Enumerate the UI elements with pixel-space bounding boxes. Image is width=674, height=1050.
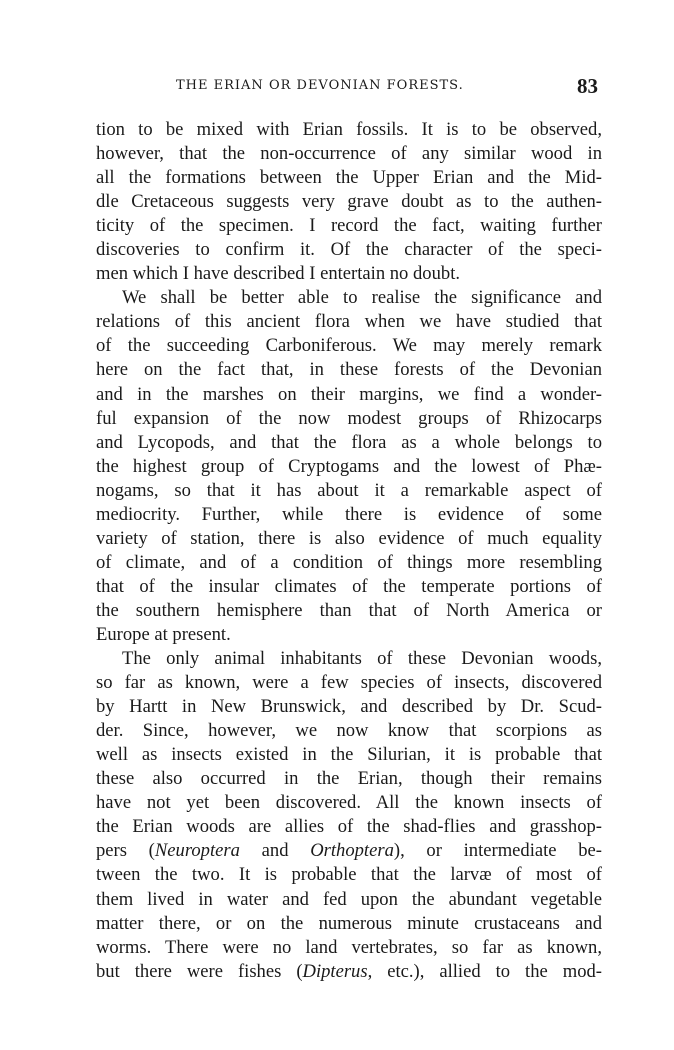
text-line: We shall be better able to realise the significance and bbox=[122, 287, 602, 309]
text-line: men which I have described I entertain no doubt. bbox=[96, 263, 461, 285]
text-line: matter there, or on the numerous minute crustaceans and bbox=[96, 912, 602, 934]
text-line: ful expansion of the now modest groups of Rhizocarps bbox=[96, 407, 602, 429]
running-head bbox=[96, 74, 616, 104]
text-line: relations of this ancient flora when we have studied that bbox=[96, 311, 602, 333]
text-line: the highest group of Cryptogams and the lowest of Phæ- bbox=[96, 455, 602, 477]
text-line: tion to be mixed with Erian fossils. It is to be observed, bbox=[96, 119, 602, 140]
text-line: tween the two. It is probable that the larvæ of most of bbox=[96, 864, 602, 886]
text-line: them lived in water and fed upon the abundant vegetable bbox=[96, 888, 602, 910]
text-line: Europe at present. bbox=[96, 623, 231, 645]
text-line: here on the fact that, in these forests of the Devonian bbox=[96, 359, 602, 381]
text-line: have not yet been discovered. All the known insects of bbox=[96, 792, 602, 814]
text-line: and in the marshes on their margins, we find a wonder- bbox=[96, 383, 602, 405]
text-line: nogams, so that it has about it a remarkable aspect of bbox=[96, 479, 602, 501]
body-text bbox=[96, 118, 602, 984]
text-line: The only animal inhabitants of these Devonian woods, bbox=[122, 648, 602, 670]
text-line: that of the insular climates of the temperate portions of bbox=[96, 575, 602, 597]
text-line: pers (Neuroptera and Orthoptera), or intermediate be- bbox=[96, 840, 602, 862]
text-line: of climate, and of a condition of things more resembling bbox=[96, 551, 602, 573]
text-line: the southern hemisphere than that of North America or bbox=[96, 599, 602, 621]
page-number: 83 bbox=[577, 74, 598, 98]
text-line: these also occurred in the Erian, though their remains bbox=[96, 768, 602, 790]
text-line: mediocrity. Further, while there is evidence of some bbox=[96, 503, 602, 525]
text-line: dle Cretaceous suggests very grave doubt as to the authen- bbox=[96, 191, 602, 213]
text-line: worms. There were no land vertebrates, so far as known, bbox=[96, 936, 602, 958]
text-line: however, that the non-occurrence of any similar wood in bbox=[96, 143, 602, 165]
text-line: ticity of the specimen. I record the fact, waiting further bbox=[96, 215, 602, 237]
text-line: so far as known, were a few species of insects, discovered bbox=[96, 672, 602, 694]
text-line: the Erian woods are allies of the shad-flies and grasshop- bbox=[96, 816, 602, 838]
text-line: variety of station, there is also evidence of much equality bbox=[96, 527, 602, 549]
text-line: all the formations between the Upper Erian and the Mid- bbox=[96, 167, 602, 189]
text-line: and Lycopods, and that the flora as a whole belongs to bbox=[96, 431, 602, 453]
text-line: but there were fishes (Dipterus, etc.), allied to the mod- bbox=[96, 960, 602, 982]
text-line: well as insects existed in the Silurian, it is probable that bbox=[96, 744, 602, 766]
running-title: THE ERIAN OR DEVONIAN FORESTS. bbox=[176, 78, 464, 93]
text-line: der. Since, however, we now know that scorpions as bbox=[96, 720, 602, 742]
text-line: of the succeeding Carboniferous. We may merely remark bbox=[96, 335, 602, 357]
text-line: by Hartt in New Brunswick, and described by Dr. Scud- bbox=[96, 696, 602, 718]
text-line: discoveries to confirm it. Of the character of the speci- bbox=[96, 239, 602, 261]
